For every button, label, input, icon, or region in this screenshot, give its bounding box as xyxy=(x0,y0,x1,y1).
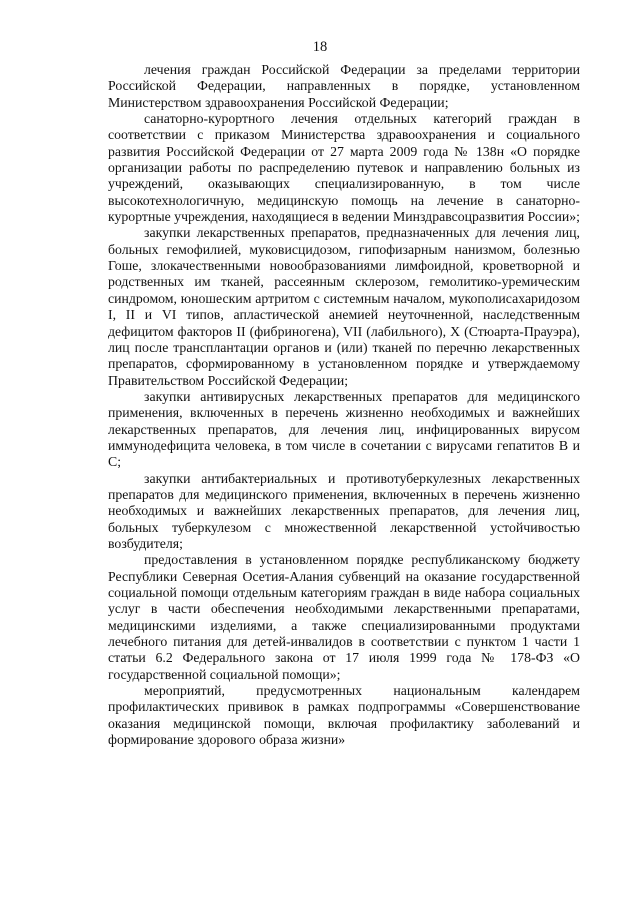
paragraph-sanatorium-treatment: санаторно-курортного лечения отдельных категорий граждан в соответствии с приказом Министерства здравоохранения и социального развития Российской Федерации от 27 марта 2009 года № 138н «О порядке организации работы по распределению путевок и направлению больных из учреждений, оказывающих специализированную, в том числе высокотехнологичную, медицинскую помощь на лечение в санаторно-курортные учреждения, находящиеся в ведении Минздравсоцразвития России»; xyxy=(108,111,580,225)
document-body xyxy=(108,62,580,748)
paragraph-drug-procurement-rare-diseases: закупки лекарственных препаратов, предназначенных для лечения лиц, больных гемофилией, муковисцидозом, гипофизарным нанизмом, болезнью Гоше, злокачественными новообразованиями лимфоидной, кроветворной и родственных им тканей, рассеянным склерозом, гемолитико-уремическим синдромом, юношеским артритом с системным началом, мукополисахаридозом I, II и VI типов, апластической анемией неуточненной, наследственным дефицитом факторов II (фибриногена), VII (лабильного), X (Стюарта-Прауэра), лиц после трансплантации органов и (или) тканей по перечню лекарственных препаратов, сформированному в установленном порядке и утверждаемому Правительством Российской Федерации; xyxy=(108,225,580,388)
paragraph-treatment-abroad: лечения граждан Российской Федерации за пределами территории Российской Федерации, направленных в порядке, установленном Министерством здравоохранения Российской Федерации; xyxy=(108,62,580,110)
paragraph-antibacterial-procurement: закупки антибактериальных и противотуберкулезных лекарственных препаратов для медицинского применения, включенных в перечень жизненно необходимых и важнейших лекарственных препаратов, для лечения лиц, больных туберкулезом с множественной лекарственной устойчивостью возбудителя; xyxy=(108,470,580,551)
paragraph-antiviral-procurement: закупки антивирусных лекарственных препаратов для медицинского применения, включенных в перечень жизненно необходимых и важнейших лекарственных препаратов, для лечения лиц, инфицированных вирусом иммунодефицита человека, в том числе в сочетании с вирусами гепатитов B и C; xyxy=(108,388,580,470)
paragraph-subventions-social-help: предоставления в установленном порядке республиканскому бюджету Республики Северная Осетия-Алания субвенций на оказание государственной социальной помощи отдельным категориям граждан в виде набора социальных услуг в части обеспечения необходимыми лекарственными препаратами, медицинскими изделиями, а также специализированными продуктами лечебного питания для детей-инвалидов в соответствии с пунктом 1 части 1 статьи 6.2 Федерального закона от 17 июля 1999 года № 178-ФЗ «О государственной социальной помощи»; xyxy=(108,552,580,682)
page-number: 18 xyxy=(312,39,328,55)
paragraph-vaccination-calendar: мероприятий, предусмотренных национальным календарем профилактических прививок в рамках подпрограммы «Совершенствование оказания медицинской помощи, включая профилактику заболеваний и формирование здорового образа жизни» xyxy=(108,683,580,748)
